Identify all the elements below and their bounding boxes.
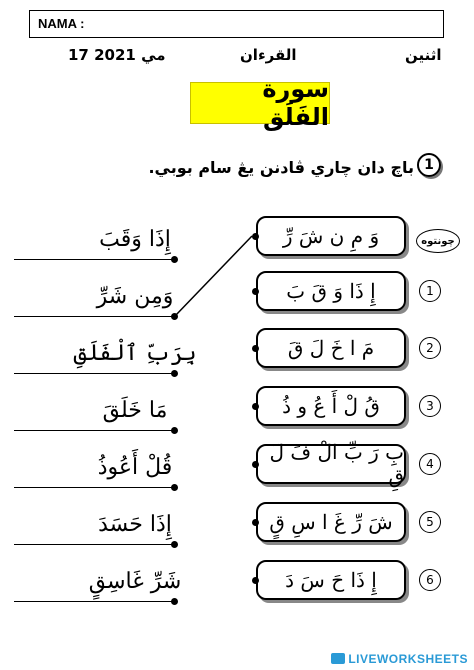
footer-text: LIVEWORKSHEETS: [348, 652, 468, 666]
left-word-5: قُلْ أَعُوذُ: [97, 455, 173, 480]
left-word-6: إِذَا حَسَدَ: [98, 512, 172, 537]
example-label: چونتوه: [416, 229, 460, 253]
syllable-box-3: قُ لْ أَ عُ و ذُ: [256, 386, 406, 426]
subject-text: القرءان: [240, 46, 297, 64]
instruction-number: 1: [417, 153, 441, 177]
example-box: وَ مِ ن شَ رِّ: [256, 216, 406, 256]
item-number-4: 4: [419, 453, 441, 475]
left-word-2: وَمِن شَرِّ: [96, 284, 174, 309]
liveworksheets-icon: [331, 653, 345, 664]
left-word-3: بِرَبِّ ٱلْفَلَقِ: [73, 341, 197, 366]
syllable-box-6: إِ ذَا حَ سَ دَ: [256, 560, 406, 600]
liveworksheets-logo: [331, 652, 468, 666]
syllable-box-2: مَ ا خَ لَ قَ: [256, 328, 406, 368]
date-text: 17 مي 2021: [68, 46, 166, 64]
name-label: NAMA :: [38, 16, 85, 31]
page-title: سورة الفَلَق: [190, 82, 330, 124]
item-number-2: 2: [419, 337, 441, 359]
left-word-1: إِذَا وَقَبَ: [99, 227, 171, 252]
syllable-box-1: إِ ذَا وَ قَ بَ: [256, 271, 406, 311]
item-number-3: 3: [419, 395, 441, 417]
instruction-text: باچ دان چاري ڤادنن يڠ سام بوبي.: [148, 158, 414, 177]
item-number-5: 5: [419, 511, 441, 533]
item-number-6: 6: [419, 569, 441, 591]
day-text: اثنين: [405, 46, 442, 64]
item-number-1: 1: [419, 280, 441, 302]
syllable-box-5: شَ رِّ غَ ا سِ قٍ: [256, 502, 406, 542]
syllable-box-4: بِ رَ بِّ الْ فَ لَ قِ: [256, 444, 406, 484]
left-word-7: شَرِّ غَاسِقٍ: [88, 569, 182, 594]
left-word-4: مَا خَلَقَ: [102, 398, 168, 423]
